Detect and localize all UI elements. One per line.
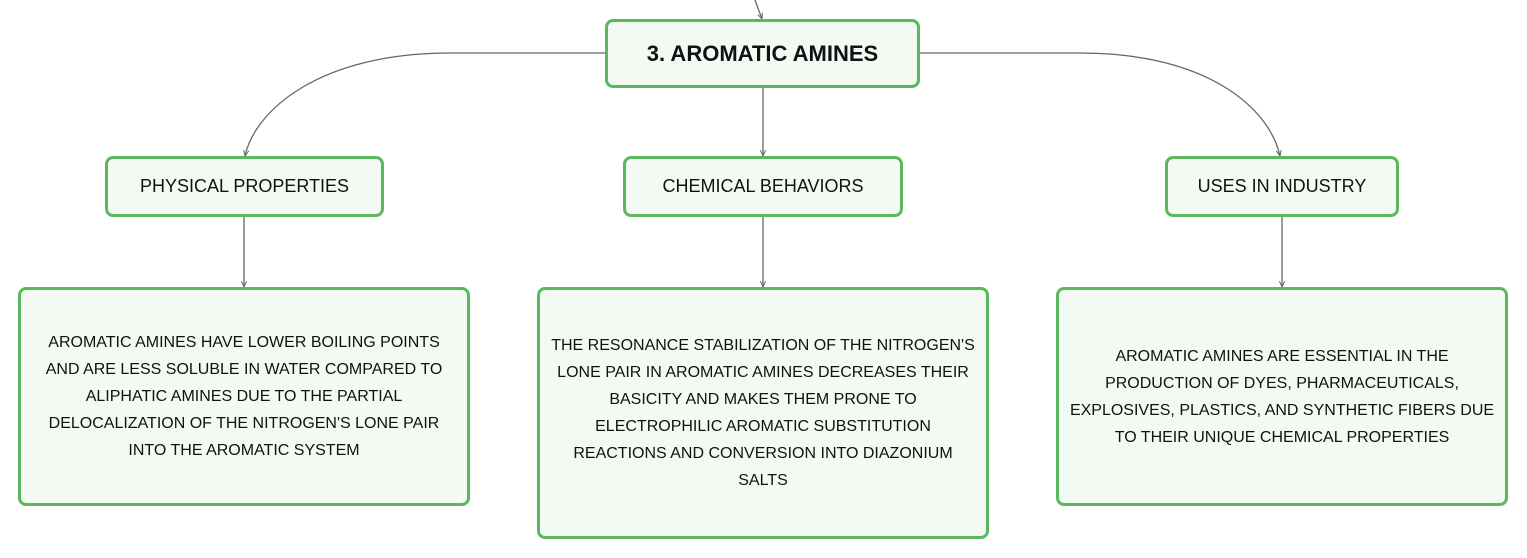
branch-node-label: USES IN INDUSTRY [1197,176,1367,196]
detail-node-text: AROMATIC AMINES HAVE LOWER BOILING POINTS AND ARE LESS SOLUBLE IN WATER COMPARED TO ALIPHATIC AMINES DUE TO THE PARTIAL DELOCALIZATION OF THE NITROGEN'S LONE PAIR INTO THE AROMATIC SYSTEM [45,334,443,459]
root-node-label: 3. AROMATIC AMINES [646,40,879,66]
connector-root-to-uses [920,53,1280,156]
detail-node-text: AROMATIC AMINES ARE ESSENTIAL IN THE PRODUCTION OF DYES, PHARMACEUTICALS, EXPLOSIVES, PLASTICS, AND SYNTHETIC FIBERS DUE TO THEIR UNIQUE CHEMICAL PROPERTIES [1069,347,1495,446]
detail-node-text: THE RESONANCE STABILIZATION OF THE NITROGEN'S LONE PAIR IN AROMATIC AMINES DECREASES THEIR BASICITY AND MAKES THEM PRONE TO ELECTROPHILIC AROMATIC SUBSTITUTION REACTIONS AND CONVERSION INTO DIAZONIUM SALTS [551,337,975,489]
incoming-connector [755,0,762,19]
detail-node-uses-in-industry[interactable] [1056,287,1508,506]
detail-node-physical-properties[interactable] [18,287,470,506]
connector-root-to-physical [245,53,605,156]
detail-node-chemical-behaviors[interactable] [537,287,989,539]
branch-node-label: CHEMICAL BEHAVIORS [662,176,864,196]
branch-node-chemical-behaviors[interactable] [623,156,903,217]
branch-node-physical-properties[interactable] [105,156,384,217]
root-node[interactable] [605,19,920,88]
branch-node-uses-in-industry[interactable] [1165,156,1399,217]
branch-node-label: PHYSICAL PROPERTIES [139,176,350,196]
